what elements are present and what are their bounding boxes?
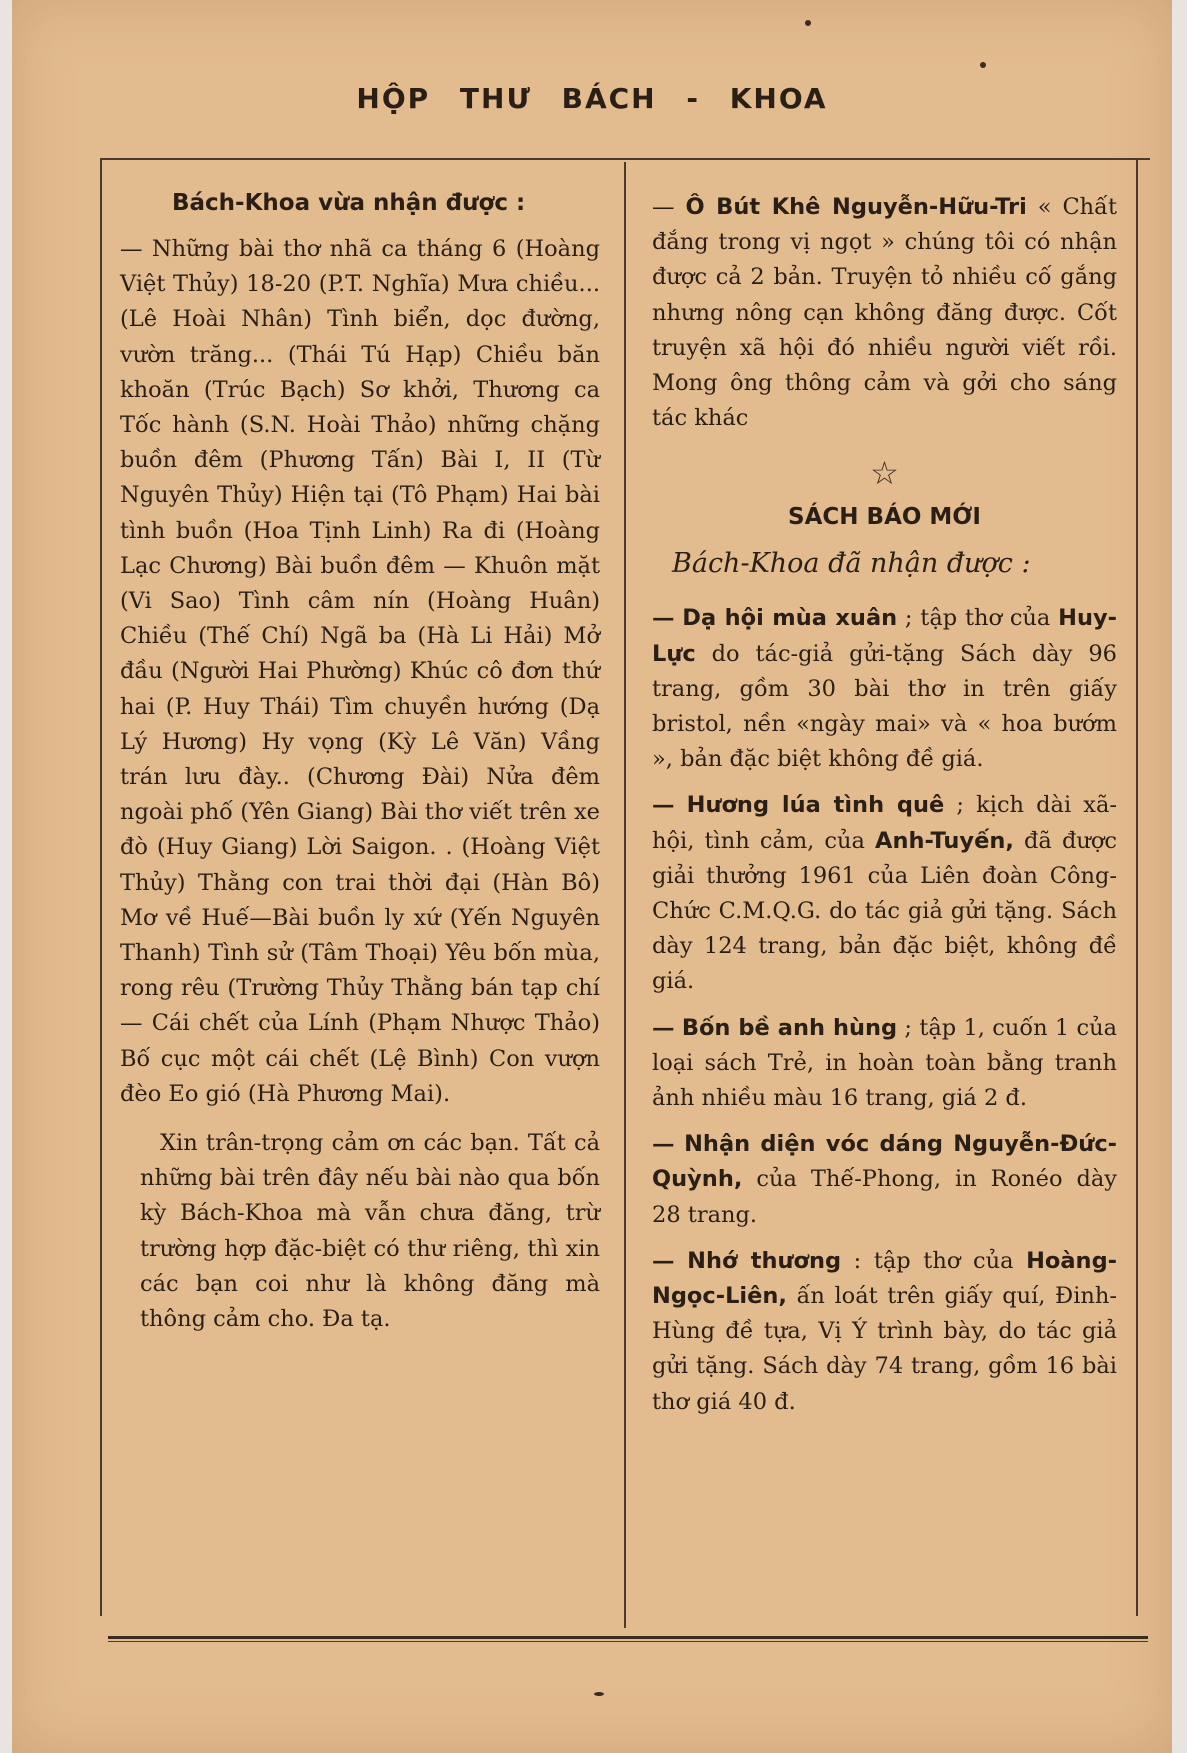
book-author: Huy-Lực bbox=[652, 605, 1117, 667]
book-desc: do tác-giả gửi-tặng Sách dày 96 trang, gồm 30 bài thơ in trên giấy bristol, nền «ngày mai» và « hoa bướm », bản đặc biệt không đề giá. bbox=[652, 640, 1117, 773]
received-poems-list: — Những bài thơ nhã ca tháng 6 (Hoàng Việt Thủy) 18-20 (P.T. Nghĩa) Mưa chiều... (Lê Hoài Nhân) Tình biển, dọc đường, vườn trăng... (Thái Tú Hạp) Chiều băn khoăn (Trúc Bạch) Sơ khởi, Thương ca Tốc hành (S.N. Hoài Thảo) những chặng buồn đêm (Phương Tấn) Bài I, II (Từ Nguyên Thủy) Hiện tại (Tô Phạm) Hai bài tình buồn (Hoa Tịnh Linh) Ra đi (Hoàng Lạc Chương) Bài buồn đêm — Khuôn mặt (Vi Sao) Tình câm nín (Hoàng Huân) Chiều (Thế Chí) Ngã ba (Hà Li Hải) Mở đầu (Người Hai Phường) Khúc cô đơn thứ hai (P. Huy Thái) Tìm chuyền hướng (Dạ Lý Hương) Hy vọng (Kỳ Lê Văn) Vầng trán lưu đày.. (Chương Đài) Nửa đêm ngoài phố (Yên Giang) Bài thơ viết trên xe đò (Huy Giang) Lời Saigon. . (Hoàng Việt Thủy) Thằng con trai thời đại (Hàn Bô) Mơ về Huế—Bài buồn ly xứ (Yến Nguyên Thanh) Tình sử (Tâm Thoại) Yêu bốn mùa, rong rêu (Trường Thủy Thằng bán tạp chí — Cái chết của Lính (Phạm Nhược Thảo) Bố cục một cái chết (Lệ Bình) Con vượn đèo Eo gió (Hà Phương Mai). bbox=[120, 236, 600, 1107]
received-heading: Bách-Khoa vừa nhận được : bbox=[172, 190, 526, 216]
book-title: Nhớ thương bbox=[687, 1247, 842, 1274]
item-dash: — bbox=[652, 1131, 675, 1158]
section-title: SÁCH BÁO MỚI bbox=[788, 504, 981, 531]
frame-bottom-rule-thin bbox=[108, 1641, 1148, 1642]
page-title: HỘP THƯ BÁCH - KHOA bbox=[356, 82, 828, 115]
frame-top-rule bbox=[100, 158, 1150, 160]
book-desc: đã được giải thưởng 1961 của Liên đoàn Công-Chức C.M.Q.G. do tác giả gửi tặng. Sách dày 124 trang, bản đặc biệt, không đề giá. bbox=[652, 827, 1117, 995]
new-books-list bbox=[652, 601, 1117, 1419]
left-column bbox=[120, 190, 600, 1337]
book-item bbox=[652, 788, 1117, 999]
book-title: Bốn bề anh hùng bbox=[681, 1014, 898, 1041]
ink-dot bbox=[594, 1692, 604, 1696]
book-title: Nhận diện vóc dáng Nguyễn-Đức-Quỳnh, bbox=[652, 1131, 1117, 1193]
book-title: Hương lúa tình quê bbox=[686, 792, 945, 819]
magazine-page bbox=[12, 0, 1172, 1753]
book-author: Anh-Tuyến, bbox=[875, 827, 1014, 854]
star-icon: ☆ bbox=[870, 454, 899, 493]
book-desc-prefix: : tập thơ của bbox=[841, 1247, 1027, 1274]
reply-recipient: Ô Bút Khê Nguyễn-Hữu-Tri bbox=[685, 194, 1027, 220]
book-desc-prefix: ; tập thơ của bbox=[897, 605, 1059, 632]
book-desc: ấn loát trên giấy quí, Đinh-Hùng đề tựa, Vị Ý trình bày, do tác giả gửi tặng. Sách dày 74 trang, gồm 16 bài thơ giá 40 đ. bbox=[652, 1283, 1117, 1415]
item-dash: — bbox=[652, 1014, 675, 1041]
reply-dash: — bbox=[652, 194, 675, 220]
book-item bbox=[652, 1127, 1117, 1233]
frame-right-rule bbox=[1136, 158, 1138, 1616]
book-item bbox=[652, 1244, 1117, 1420]
book-title: Dạ hội mùa xuân bbox=[682, 605, 898, 632]
column-divider bbox=[624, 162, 626, 1628]
frame-left-rule bbox=[100, 158, 102, 1616]
closing-note: Xin trân-trọng cảm ơn các bạn. Tất cả những bài trên đây nếu bài nào qua bốn kỳ Bách-Khoa mà vẫn chưa đăng, trừ trường hợp đặc-biệt có thư riêng, thì xin các bạn coi như là không đăng mà thông cảm cho. Đa tạ. bbox=[140, 1130, 600, 1333]
item-dash: — bbox=[652, 605, 675, 632]
book-desc-prefix: ; bbox=[897, 1014, 920, 1041]
book-desc: của Thế-Phong, in Ronéo dày 28 trang. bbox=[652, 1166, 1118, 1228]
frame-bottom-rule bbox=[108, 1636, 1148, 1639]
item-dash: — bbox=[652, 792, 675, 819]
book-item bbox=[652, 601, 1117, 777]
ink-dot bbox=[980, 62, 986, 68]
section-subtitle: Bách-Khoa đã nhận được : bbox=[672, 548, 1031, 580]
ink-dot bbox=[805, 20, 811, 26]
book-desc-prefix bbox=[742, 1166, 756, 1192]
reply-entry bbox=[652, 190, 1117, 436]
reply-text: « Chất đắng trong vị ngọt » chúng tôi có nhận được cả 2 bản. Truyện tỏ nhiều cố gắng nhưng nông cạn không đăng được. Cốt truyện xã hội đó nhiều người viết rồi. Mong ông thông cảm và gởi cho sáng tác khác bbox=[652, 194, 1118, 432]
item-dash: — bbox=[652, 1247, 675, 1274]
right-column bbox=[652, 190, 1117, 1431]
book-desc: tập 1, cuốn 1 của loại sách Trẻ, in hoàn toàn bằng tranh ảnh nhiều màu 16 trang, giá 2 đ. bbox=[652, 1014, 1118, 1112]
book-author: Hoàng-Ngọc-Liên, bbox=[652, 1247, 1118, 1310]
book-item bbox=[652, 1011, 1117, 1117]
book-desc-prefix: ; kịch dài xã-hội, tình cảm, của bbox=[652, 792, 1117, 854]
